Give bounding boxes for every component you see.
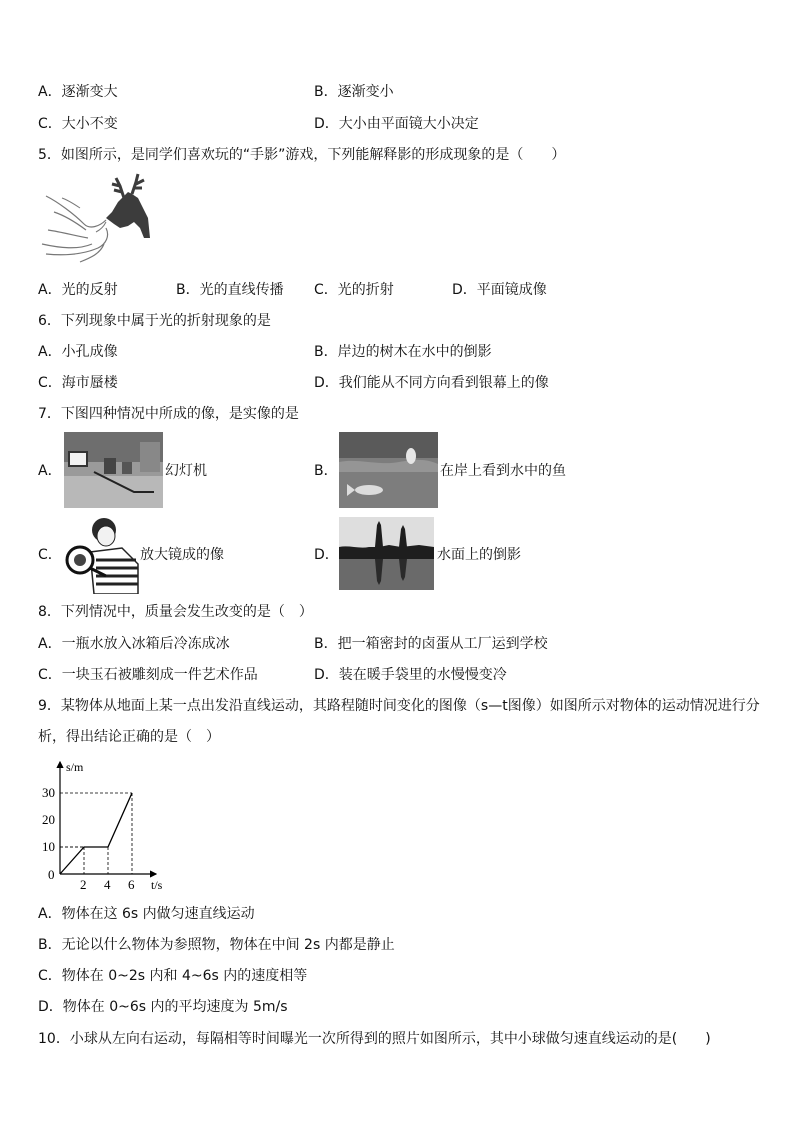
projector-photo (64, 432, 163, 508)
q9-stem-line1: 9．某物体从地面上某一点出发沿直线运动，其路程随时间变化的图像（s—t图像）如图所示对物体的运动情况进行分 (38, 698, 760, 714)
x-axis-label: t/s (151, 878, 163, 892)
fish-in-water-photo (339, 432, 438, 508)
q6-stem: 6．下列现象中属于光的折射现象的是 (38, 313, 271, 329)
q6-option-c: C．海市蜃楼 (38, 375, 118, 391)
q8-stem: 8．下列情况中，质量会发生改变的是（ ） (38, 604, 313, 620)
q9-option-c: C．物体在 0~2s 内和 4~6s 内的速度相等 (38, 968, 308, 984)
q8-option-d: D．装在暖手袋里的水慢慢变冷 (314, 667, 507, 683)
series-line (60, 793, 132, 874)
q7-option-b-letter: B． (314, 463, 338, 479)
q5-option-a: A．光的反射 (38, 282, 118, 298)
reflection-photo (339, 517, 434, 590)
q4-option-c: C．大小不变 (38, 116, 118, 132)
x-tick-label: 4 (104, 877, 111, 892)
q7-option-a-caption: 幻灯机 (165, 463, 207, 479)
q9-option-a: A．物体在这 6s 内做匀速直线运动 (38, 906, 255, 922)
q6-option-d: D．我们能从不同方向看到银幕上的像 (314, 375, 549, 391)
origin-label: 0 (48, 867, 55, 882)
x-tick-label: 2 (80, 877, 87, 892)
st-graph (40, 758, 180, 894)
q7-option-b-caption: 在岸上看到水中的鱼 (440, 463, 566, 479)
q8-option-b: B．把一箱密封的卤蛋从工厂运到学校 (314, 636, 548, 652)
hand-shadow-figure (40, 172, 155, 270)
y-tick-label: 10 (42, 839, 55, 854)
q9-option-d: D．物体在 0~6s 内的平均速度为 5m/s (38, 999, 288, 1015)
q8-option-c: C．一块玉石被雕刻成一件艺术作品 (38, 667, 258, 683)
q4-option-d: D．大小由平面镜大小决定 (314, 116, 479, 132)
q6-option-b: B．岸边的树木在水中的倒影 (314, 344, 492, 360)
x-tick-label: 6 (128, 877, 135, 892)
q9-option-b: B．无论以什么物体为参照物，物体在中间 2s 内都是静止 (38, 937, 395, 953)
q7-option-d-letter: D． (314, 547, 339, 563)
q5-option-c: C．光的折射 (314, 282, 394, 298)
q9-stem-line2: 析，得出结论正确的是（ ） (38, 729, 220, 745)
q7-option-a-letter: A． (38, 463, 62, 479)
q4-option-b: B．逐渐变小 (314, 84, 394, 100)
q4-option-a: A．逐渐变大 (38, 84, 118, 100)
y-tick-label: 30 (42, 785, 55, 800)
q7-stem: 7．下图四种情况中所成的像，是实像的是 (38, 406, 299, 422)
q10-stem: 10．小球从左向右运动，每隔相等时间曝光一次所得到的照片如图所示，其中小球做匀速直线运动的是( ) (38, 1031, 711, 1047)
q7-option-c-letter: C． (38, 547, 62, 563)
q8-option-a: A．一瓶水放入冰箱后冷冻成冰 (38, 636, 230, 652)
q5-option-d: D．平面镜成像 (452, 282, 547, 298)
q6-option-a: A．小孔成像 (38, 344, 118, 360)
q5-stem: 5．如图所示，是同学们喜欢玩的“手影”游戏，下列能解释影的形成现象的是（ ） (38, 147, 566, 163)
q7-option-d-caption: 水面上的倒影 (437, 547, 521, 563)
q7-option-c-caption: 放大镜成的像 (140, 547, 224, 563)
y-axis-label: s/m (66, 760, 84, 774)
y-tick-label: 20 (42, 812, 55, 827)
magnifier-photo (60, 514, 140, 594)
q5-option-b: B．光的直线传播 (176, 282, 284, 298)
